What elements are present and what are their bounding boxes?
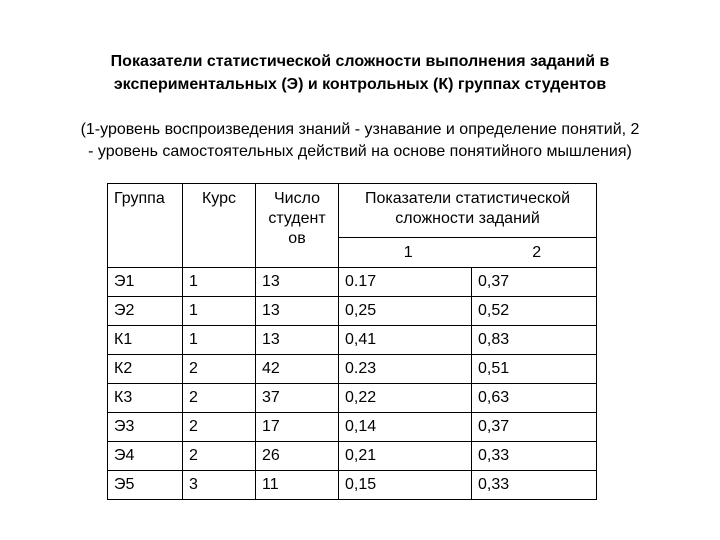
cell-indicator-2: 0,33	[472, 442, 597, 471]
cell-indicator-2: 0,33	[472, 471, 597, 500]
cell-indicator-2: 0,52	[472, 297, 597, 326]
cell-student-count: 11	[256, 471, 339, 500]
cell-indicator-1: 0.23	[339, 355, 472, 384]
cell-course: 2	[183, 384, 256, 413]
header-group	[108, 184, 183, 268]
cell-course: 2	[183, 413, 256, 442]
header-indicators-line-1: Показатели статистической	[364, 190, 571, 207]
table-row	[108, 268, 597, 297]
cell-indicator-2: 0,51	[472, 355, 597, 384]
cell-group: Э1	[108, 268, 183, 297]
cell-group: Э4	[108, 442, 183, 471]
table-header-row	[108, 184, 597, 238]
cell-group: К3	[108, 384, 183, 413]
header-level-2	[472, 238, 597, 268]
table-row	[108, 297, 597, 326]
header-group-label: Группа	[114, 190, 165, 207]
cell-course: 1	[183, 268, 256, 297]
title-line-1: Показатели статистической сложности выполнения заданий в	[110, 53, 610, 70]
table-row	[108, 326, 597, 355]
cell-indicator-1: 0,22	[339, 384, 472, 413]
title-line-2: экспериментальных (Э) и контрольных (К) группах студентов	[113, 76, 607, 93]
cell-indicator-1: 0,14	[339, 413, 472, 442]
cell-group: К2	[108, 355, 183, 384]
cell-group: Э5	[108, 471, 183, 500]
header-student-count	[256, 184, 339, 268]
cell-course: 2	[183, 355, 256, 384]
table-row	[108, 413, 597, 442]
cell-group: Э3	[108, 413, 183, 442]
subtitle-line-1: (1-уровень воспроизведения знаний - узнавание и определение понятий, 2	[80, 121, 640, 138]
table-row	[108, 355, 597, 384]
header-course-label: Курс	[201, 190, 237, 207]
table-row	[108, 442, 597, 471]
cell-indicator-2: 0,37	[472, 268, 597, 297]
statistics-table	[107, 183, 597, 500]
slide-subtitle	[30, 119, 690, 163]
cell-group: Э2	[108, 297, 183, 326]
cell-indicator-2: 0,63	[472, 384, 597, 413]
header-level-1-label: 1	[403, 243, 413, 261]
header-count-line-3: ов	[288, 230, 306, 247]
cell-student-count: 37	[256, 384, 339, 413]
cell-course: 2	[183, 442, 256, 471]
cell-indicator-1: 0,15	[339, 471, 472, 500]
header-indicators	[339, 184, 597, 238]
cell-student-count: 13	[256, 297, 339, 326]
slide-title	[40, 50, 680, 96]
cell-course: 1	[183, 326, 256, 355]
cell-indicator-1: 0,41	[339, 326, 472, 355]
cell-student-count: 13	[256, 326, 339, 355]
cell-student-count: 42	[256, 355, 339, 384]
subtitle-line-2: - уровень самостоятельных действий на основе понятийного мышления)	[88, 143, 632, 160]
header-level-2-label: 2	[532, 243, 542, 261]
cell-indicator-1: 0,21	[339, 442, 472, 471]
cell-student-count: 13	[256, 268, 339, 297]
cell-student-count: 26	[256, 442, 339, 471]
cell-course: 1	[183, 297, 256, 326]
cell-indicator-1: 0,25	[339, 297, 472, 326]
header-course	[183, 184, 256, 268]
cell-indicator-2: 0,37	[472, 413, 597, 442]
cell-indicator-2: 0,83	[472, 326, 597, 355]
table-row	[108, 471, 597, 500]
header-indicators-line-2: сложности заданий	[395, 210, 540, 227]
cell-student-count: 17	[256, 413, 339, 442]
header-count-line-1: Число	[273, 190, 320, 207]
header-count-line-2: студент	[268, 210, 326, 227]
cell-course: 3	[183, 471, 256, 500]
cell-indicator-1: 0.17	[339, 268, 472, 297]
table-row	[108, 384, 597, 413]
cell-group: К1	[108, 326, 183, 355]
header-level-1	[339, 238, 472, 268]
